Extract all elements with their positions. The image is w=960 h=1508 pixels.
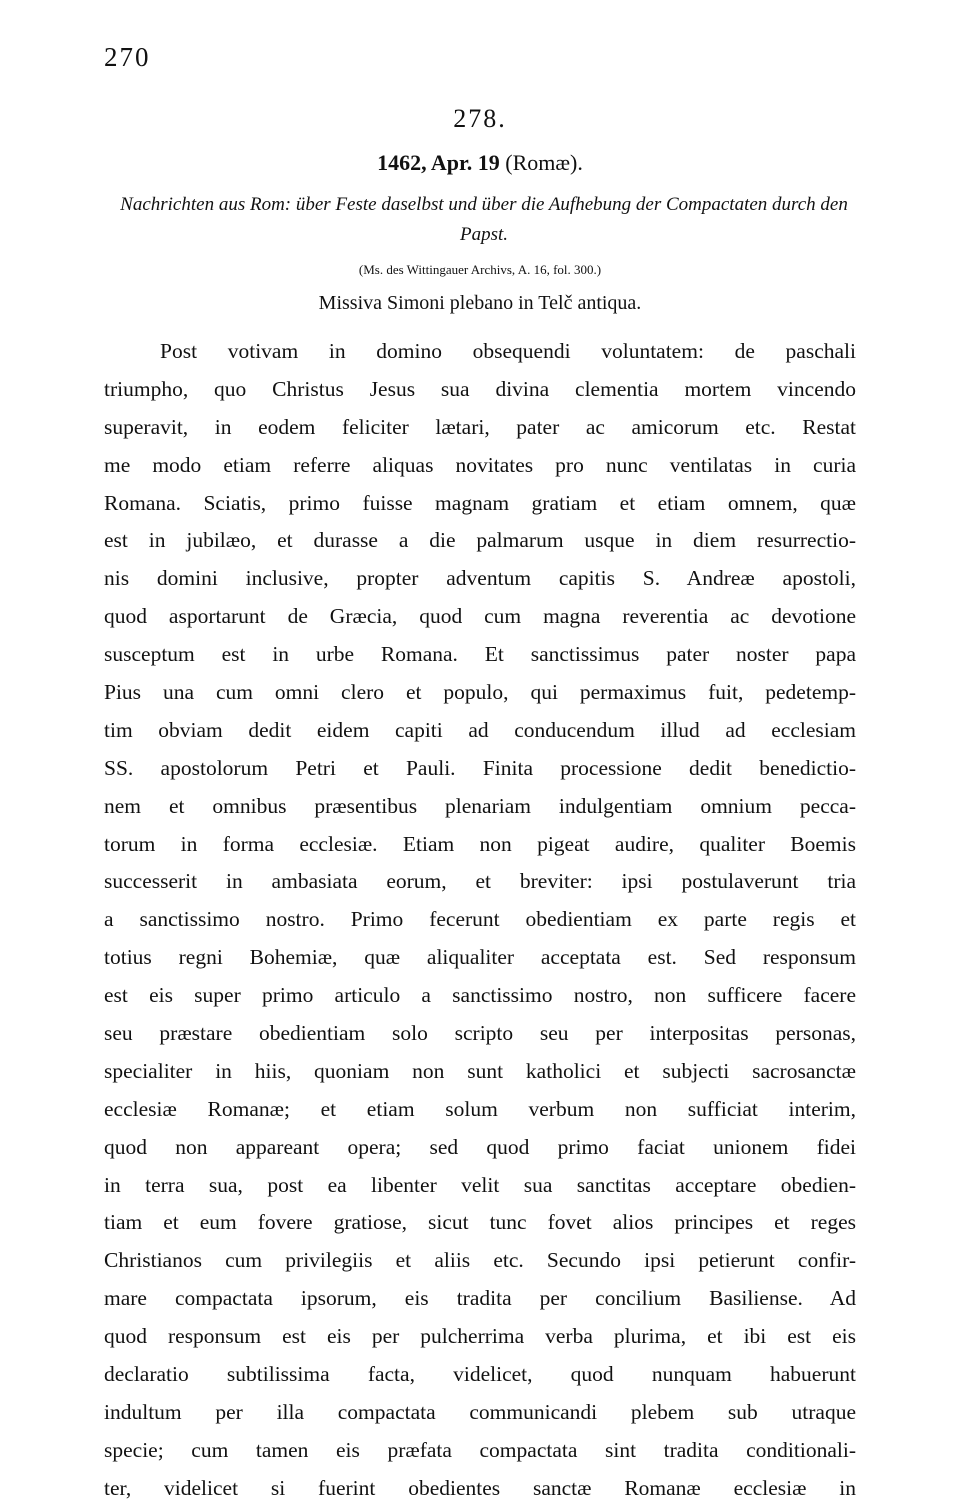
text-line: declaratio subtilissima facta, videlicet, quod nunquam habuerunt — [104, 1362, 856, 1387]
addressee-line: Missiva Simoni plebano in Telč antiqua. — [318, 292, 642, 314]
date-place: (Romæ). — [505, 150, 583, 175]
text-line: Christianos cum privilegiis et aliis etc. Secundo ipsi petierunt confir- — [104, 1248, 856, 1273]
document-subtitle: Nachrichten aus Rom: über Feste daselbst und über die Aufhebung der Compactaten durch den Papst. — [120, 194, 848, 245]
text-line: specie; cum tamen eis præfata compactata sint tradita conditionali- — [104, 1437, 856, 1462]
text-line: a sanctissimo nostro. Primo fecerunt obedientiam ex parte regis et — [104, 907, 856, 932]
text-line: quod responsum est eis per pulcherrima verba plurima, et ibi est eis — [104, 1324, 856, 1349]
text-line: Romana. Sciatis, primo fuisse magnam gratiam et etiam omnem, quæ — [104, 490, 856, 515]
text-line: triumpho, quo Christus Jesus sua divina clementia mortem vincendo — [104, 376, 856, 401]
text-line: totius regni Bohemiæ, quæ aliqualiter acceptata est. Sed responsum — [104, 945, 856, 970]
source-reference: (Ms. des Wittingauer Archivs, A. 16, fol. 300.) — [358, 262, 602, 277]
text-line: specialiter in hiis, quoniam non sunt katholici et subjecti sacrosanctæ — [104, 1058, 856, 1083]
text-line: Pius una cum omni clero et populo, qui permaximus fuit, pedetemp- — [104, 680, 856, 705]
text-line: mare compactata ipsorum, eis tradita per concilium Basiliense. Ad — [104, 1286, 856, 1311]
text-line: me modo etiam referre aliquas novitates pro nunc ventilatas in curia — [104, 452, 856, 477]
text-line: indultum per illa compactata communicandi plebem sub utraque — [104, 1399, 856, 1424]
text-line: tiam et eum fovere gratiose, sicut tunc fovet alios principes et reges — [104, 1210, 856, 1235]
date-bold: 1462, Apr. 19 — [377, 150, 500, 175]
text-line: quod non appareant opera; sed quod primo faciat unionem fidei — [104, 1134, 856, 1159]
text-line: tim obviam dedit eidem capiti ad conducendum illud ad ecclesiam — [104, 717, 856, 742]
page-number: 270 — [104, 42, 151, 72]
text-line: nem et omnibus præsentibus plenariam indulgentiam omnium pecca- — [104, 793, 856, 818]
text-line: successerit in ambasiata eorum, et breviter: ipsi postulaverunt tria — [104, 869, 856, 894]
text-line: seu præstare obedientiam solo scripto seu per interpositas personas, — [104, 1021, 856, 1046]
letter-body — [104, 333, 856, 1508]
text-line: est in jubilæo, et durasse a die palmarum usque in diem resurrectio- — [104, 528, 856, 553]
text-line: Post votivam in domino obsequendi voluntatem: de paschali — [160, 339, 856, 363]
text-line: SS. apostolorum Petri et Pauli. Finita processione dedit benedictio- — [104, 755, 856, 780]
text-line: susceptum est in urbe Romana. Et sanctissimus pater noster papa — [104, 642, 856, 667]
text-line: quod asportarunt de Græcia, quod cum magna reverentia ac devotione — [104, 604, 856, 629]
document-number: 278. — [453, 104, 507, 133]
text-line: est eis super primo articulo a sanctissimo nostro, non sufficere facere — [104, 983, 856, 1008]
text-line: nis domini inclusive, propter adventum capitis S. Andreæ apostoli, — [104, 566, 856, 591]
text-line: torum in forma ecclesiæ. Etiam non pigeat audire, qualiter Boemis — [104, 831, 856, 856]
date-line — [0, 150, 960, 176]
text-line: in terra sua, post ea libenter velit sua sanctitas acceptare obedien- — [104, 1172, 856, 1197]
text-line: superavit, in eodem feliciter lætari, pater ac amicorum etc. Restat — [104, 414, 856, 439]
text-line: ter, videlicet si fuerint obedientes sanctæ Romanæ ecclesiæ in — [104, 1475, 856, 1500]
text-line: ecclesiæ Romanæ; et etiam solum verbum non sufficiat interim, — [104, 1096, 856, 1121]
